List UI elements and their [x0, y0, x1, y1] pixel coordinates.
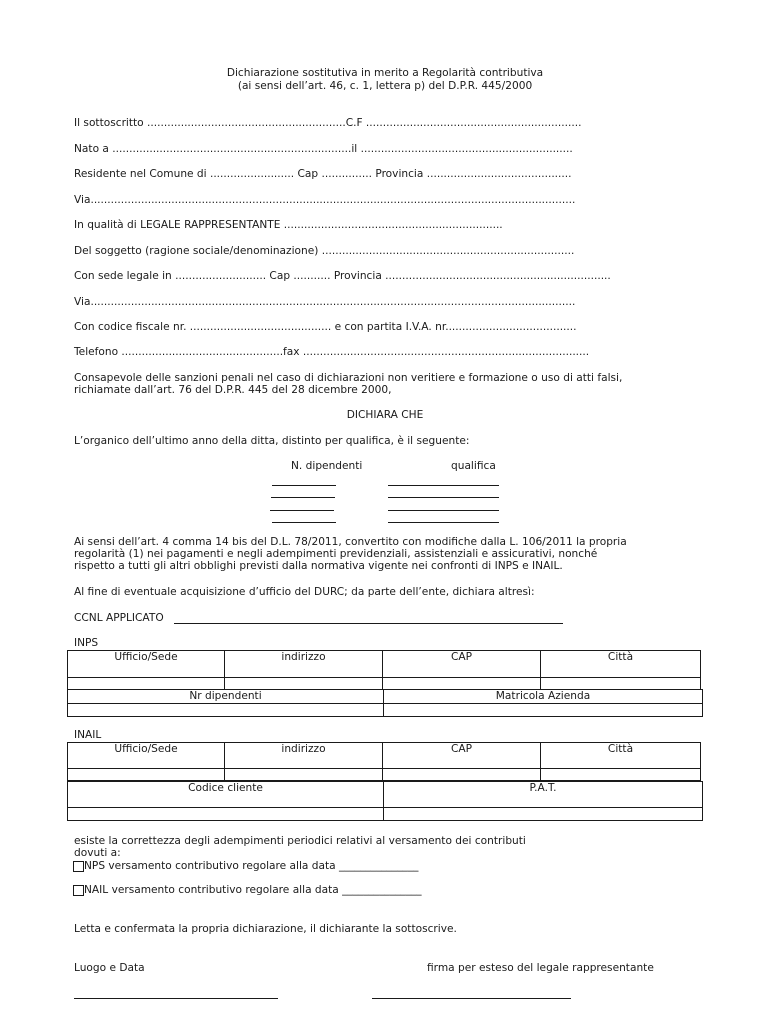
field-sottoscritto[interactable]: Il sottoscritto ...........................................................C.F ................................................................ — [74, 117, 582, 129]
inps-header-cap: CAP — [383, 651, 541, 678]
inps-header-indirizzo: indirizzo — [225, 651, 383, 678]
field-telefono[interactable]: Telefono ................................................fax ..................................................................................... — [74, 346, 590, 358]
inail-checkbox-label: NAIL versamento contributivo regolare alla data _______________ — [84, 884, 422, 896]
consapevole-line-2: richiamate dall’art. 76 del D.P.R. 445 del 28 dicembre 2000, — [74, 384, 392, 396]
inps-cell-nr-dipendenti[interactable] — [68, 704, 384, 717]
field-nato[interactable]: Nato a .......................................................................il ............................................................... — [74, 143, 573, 155]
col-n-dipendenti: N. dipendenti — [291, 460, 363, 472]
field-via-1[interactable]: Via................................................................................................................................................ — [74, 194, 576, 206]
inail-table — [67, 742, 701, 781]
dipendenti-blank-4[interactable] — [272, 522, 336, 523]
field-soggetto[interactable]: Del soggetto (ragione sociale/denominazione) ........................................................................... — [74, 245, 575, 257]
col-qualifica: qualifica — [451, 460, 496, 472]
inail-header-citta: Città — [541, 743, 701, 769]
field-codice-fiscale[interactable]: Con codice fiscale nr. .......................................... e con partita I.V.A. nr....................................... — [74, 321, 577, 333]
ccnl-input-line[interactable] — [174, 623, 563, 624]
inps-table-2 — [67, 689, 703, 717]
luogo-data-line[interactable] — [74, 998, 278, 999]
letta-text: Letta e confermata la propria dichiarazione, il dichiarante la sottoscrive. — [74, 923, 457, 935]
inail-cell-citta[interactable] — [541, 769, 701, 781]
inail-cell-indirizzo[interactable] — [225, 769, 383, 781]
inps-header-matricola: Matricola Azienda — [384, 690, 703, 704]
title-line-1: Dichiarazione sostitutiva in merito a Regolarità contributiva — [226, 67, 544, 79]
ccnl-label: CCNL APPLICATO — [74, 612, 164, 624]
inps-header-nr-dipendenti: Nr dipendenti — [68, 690, 384, 704]
field-via-2[interactable]: Via................................................................................................................................................ — [74, 296, 576, 308]
consapevole-line-1: Consapevole delle sanzioni penali nel caso di dichiarazioni non veritiere e formazione o uso di atti falsi, — [74, 372, 623, 384]
dipendenti-blank-2[interactable] — [271, 497, 335, 498]
dipendenti-blank-1[interactable] — [272, 485, 336, 486]
ai-sensi-line-1: Ai sensi dell’art. 4 comma 14 bis del D.L. 78/2011, convertito con modifiche dalla L. 106/2011 la propria — [74, 536, 627, 548]
field-residente[interactable]: Residente nel Comune di ......................... Cap ............... Provincia ........................................... — [74, 168, 572, 180]
inps-label: INPS — [74, 637, 99, 649]
qualifica-blank-4[interactable] — [388, 522, 499, 523]
inps-table — [67, 650, 701, 690]
ai-sensi-line-3: rispetto a tutti gli altri obblighi previsti dalla normativa vigente nei confronti di INPS e INAIL. — [74, 560, 563, 572]
dichiara-che-heading: DICHIARA CHE — [346, 409, 424, 421]
inail-header-cap: CAP — [383, 743, 541, 769]
inail-table-2 — [67, 781, 703, 821]
inail-label: INAIL — [74, 729, 102, 741]
inps-checkbox-label: NPS versamento contributivo regolare alla data _______________ — [84, 860, 419, 872]
inps-header-citta: Città — [541, 651, 701, 678]
esiste-line-2: dovuti a: — [74, 847, 121, 859]
esiste-line-1: esiste la correttezza degli adempimenti periodici relativi al versamento dei contributi — [74, 835, 526, 847]
inail-cell-cap[interactable] — [383, 769, 541, 781]
inail-cell-ufficio[interactable] — [68, 769, 225, 781]
qualifica-blank-2[interactable] — [388, 497, 499, 498]
firma-line[interactable] — [372, 998, 571, 999]
field-qualita[interactable]: In qualità di LEGALE RAPPRESENTANTE ................................................................. — [74, 219, 503, 231]
inps-header-ufficio: Ufficio/Sede — [68, 651, 225, 678]
inail-header-indirizzo: indirizzo — [225, 743, 383, 769]
organico-text: L’organico dell’ultimo anno della ditta, distinto per qualifica, è il seguente: — [74, 435, 470, 447]
luogo-data-label: Luogo e Data — [74, 962, 145, 974]
firma-label: firma per esteso del legale rappresentante — [427, 962, 654, 974]
title-line-2: (ai sensi dell’art. 46, c. 1, lettera p) del D.P.R. 445/2000 — [237, 80, 533, 92]
inps-checkbox[interactable] — [73, 861, 84, 872]
qualifica-blank-3[interactable] — [388, 510, 499, 511]
inps-cell-ufficio[interactable] — [68, 678, 225, 690]
ai-sensi-line-2: regolarità (1) nei pagamenti e negli adempimenti previdenziali, assistenziali e assicurativi, nonché — [74, 548, 598, 560]
al-fine-text: Al fine di eventuale acquisizione d’ufficio del DURC; da parte dell’ente, dichiara altresì: — [74, 586, 535, 598]
inps-cell-citta[interactable] — [541, 678, 701, 690]
inps-cell-indirizzo[interactable] — [225, 678, 383, 690]
field-sede-legale[interactable]: Con sede legale in ........................... Cap ........... Provincia ................................................................... — [74, 270, 611, 282]
inps-cell-cap[interactable] — [383, 678, 541, 690]
inail-header-pat: P.A.T. — [384, 782, 703, 808]
qualifica-blank-1[interactable] — [388, 485, 499, 486]
inail-header-ufficio: Ufficio/Sede — [68, 743, 225, 769]
inail-header-codice-cliente: Codice cliente — [68, 782, 384, 808]
inail-cell-pat[interactable] — [384, 808, 703, 821]
inail-checkbox[interactable] — [73, 885, 84, 896]
inail-cell-codice-cliente[interactable] — [68, 808, 384, 821]
dipendenti-blank-3[interactable] — [270, 510, 334, 511]
inps-cell-matricola[interactable] — [384, 704, 703, 717]
